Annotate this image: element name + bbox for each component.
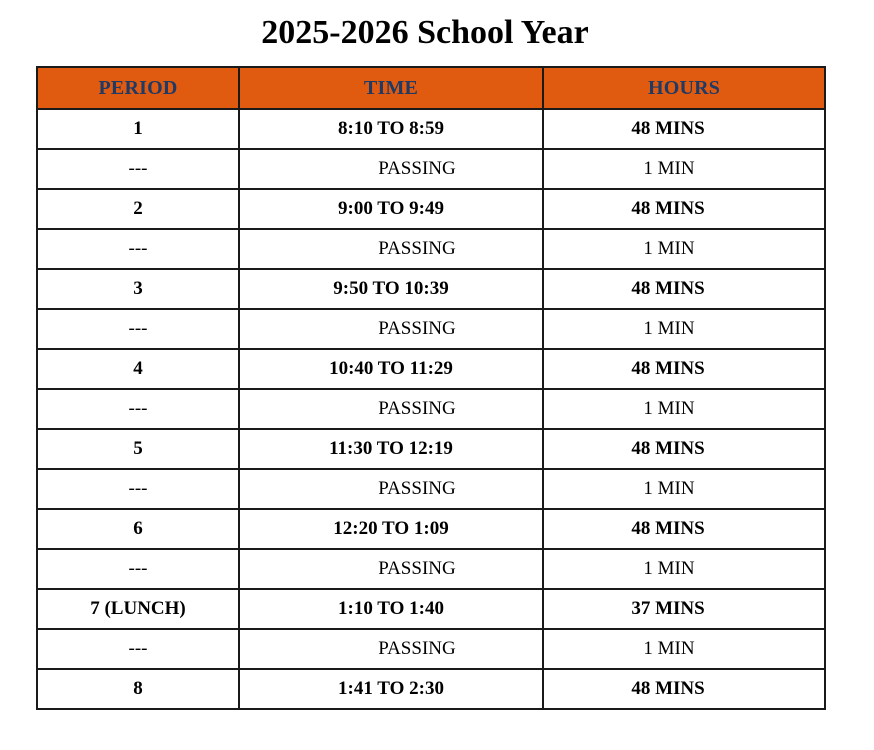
time-text: PASSING bbox=[378, 238, 456, 259]
time-cell bbox=[239, 669, 543, 709]
period-cell: 7 (LUNCH) bbox=[37, 589, 239, 629]
hours-cell bbox=[543, 669, 825, 709]
table-row bbox=[37, 509, 825, 549]
time-cell bbox=[239, 149, 543, 189]
time-cell bbox=[239, 229, 543, 269]
time-cell bbox=[239, 309, 543, 349]
hours-text: 1 MIN bbox=[643, 558, 695, 579]
hours-text: 48 MINS bbox=[631, 438, 705, 459]
hours-text: 48 MINS bbox=[631, 118, 705, 139]
hours-text: 48 MINS bbox=[631, 278, 705, 299]
hours-cell bbox=[543, 629, 825, 669]
table-row bbox=[37, 669, 825, 709]
page-title: 2025-2026 School Year bbox=[261, 14, 589, 51]
time-cell bbox=[239, 109, 543, 149]
time-text: 1:41 TO 2:30 bbox=[338, 678, 444, 699]
period-cell: --- bbox=[37, 149, 239, 189]
time-text: PASSING bbox=[378, 158, 456, 179]
table-row bbox=[37, 189, 825, 229]
table-row bbox=[37, 269, 825, 309]
hours-cell bbox=[543, 429, 825, 469]
period-cell: --- bbox=[37, 389, 239, 429]
time-cell bbox=[239, 269, 543, 309]
time-cell bbox=[239, 389, 543, 429]
time-cell bbox=[239, 549, 543, 589]
table-row bbox=[37, 429, 825, 469]
time-text: PASSING bbox=[378, 558, 456, 579]
time-text: PASSING bbox=[378, 478, 456, 499]
time-cell bbox=[239, 189, 543, 229]
period-cell: --- bbox=[37, 469, 239, 509]
hours-text: 1 MIN bbox=[643, 398, 695, 419]
time-text: 1:10 TO 1:40 bbox=[338, 598, 444, 619]
time-cell bbox=[239, 429, 543, 469]
period-cell: 8 bbox=[37, 669, 239, 709]
period-cell: 1 bbox=[37, 109, 239, 149]
time-text: 9:00 TO 9:49 bbox=[338, 198, 444, 219]
time-cell bbox=[239, 589, 543, 629]
hours-text: 1 MIN bbox=[643, 478, 695, 499]
hours-cell bbox=[543, 109, 825, 149]
hours-text: 1 MIN bbox=[643, 158, 695, 179]
time-cell bbox=[239, 469, 543, 509]
passing-row bbox=[37, 629, 825, 669]
passing-row bbox=[37, 549, 825, 589]
period-cell: 2 bbox=[37, 189, 239, 229]
schedule-body bbox=[37, 109, 825, 709]
time-text: 8:10 TO 8:59 bbox=[338, 118, 444, 139]
hours-text: 1 MIN bbox=[643, 638, 695, 659]
period-cell: 3 bbox=[37, 269, 239, 309]
hours-cell bbox=[543, 309, 825, 349]
passing-row bbox=[37, 469, 825, 509]
period-cell: --- bbox=[37, 309, 239, 349]
hours-text: 48 MINS bbox=[631, 358, 705, 379]
table-row bbox=[37, 589, 825, 629]
time-text: 10:40 TO 11:29 bbox=[329, 358, 453, 379]
passing-row bbox=[37, 389, 825, 429]
passing-row bbox=[37, 149, 825, 189]
period-cell: --- bbox=[37, 629, 239, 669]
column-header-time: TIME bbox=[239, 67, 543, 109]
period-cell: --- bbox=[37, 229, 239, 269]
table-row bbox=[37, 349, 825, 389]
hours-text: 48 MINS bbox=[631, 678, 705, 699]
time-text: 12:20 TO 1:09 bbox=[333, 518, 449, 539]
hours-cell bbox=[543, 149, 825, 189]
time-text: PASSING bbox=[378, 638, 456, 659]
time-text: PASSING bbox=[378, 398, 456, 419]
time-text: PASSING bbox=[378, 318, 456, 339]
hours-cell bbox=[543, 229, 825, 269]
passing-row bbox=[37, 229, 825, 269]
column-header-period: PERIOD bbox=[37, 67, 239, 109]
hours-cell bbox=[543, 189, 825, 229]
hours-cell bbox=[543, 349, 825, 389]
passing-row bbox=[37, 309, 825, 349]
period-cell: 5 bbox=[37, 429, 239, 469]
table-row bbox=[37, 109, 825, 149]
hours-cell bbox=[543, 389, 825, 429]
period-cell: 6 bbox=[37, 509, 239, 549]
hours-cell bbox=[543, 549, 825, 589]
time-cell bbox=[239, 629, 543, 669]
time-cell bbox=[239, 509, 543, 549]
hours-cell bbox=[543, 589, 825, 629]
time-cell bbox=[239, 349, 543, 389]
hours-text: 37 MINS bbox=[631, 598, 705, 619]
column-header-hours: HOURS bbox=[543, 67, 825, 109]
period-cell: 4 bbox=[37, 349, 239, 389]
hours-text: 1 MIN bbox=[643, 238, 695, 259]
time-text: 9:50 TO 10:39 bbox=[333, 278, 449, 299]
hours-text: 1 MIN bbox=[643, 318, 695, 339]
hours-cell bbox=[543, 509, 825, 549]
hours-cell bbox=[543, 269, 825, 309]
period-cell: --- bbox=[37, 549, 239, 589]
hours-text: 48 MINS bbox=[631, 198, 705, 219]
hours-text: 48 MINS bbox=[631, 518, 705, 539]
time-text: 11:30 TO 12:19 bbox=[329, 438, 453, 459]
hours-cell bbox=[543, 469, 825, 509]
schedule-table bbox=[36, 66, 826, 710]
table-header-row bbox=[37, 67, 825, 109]
